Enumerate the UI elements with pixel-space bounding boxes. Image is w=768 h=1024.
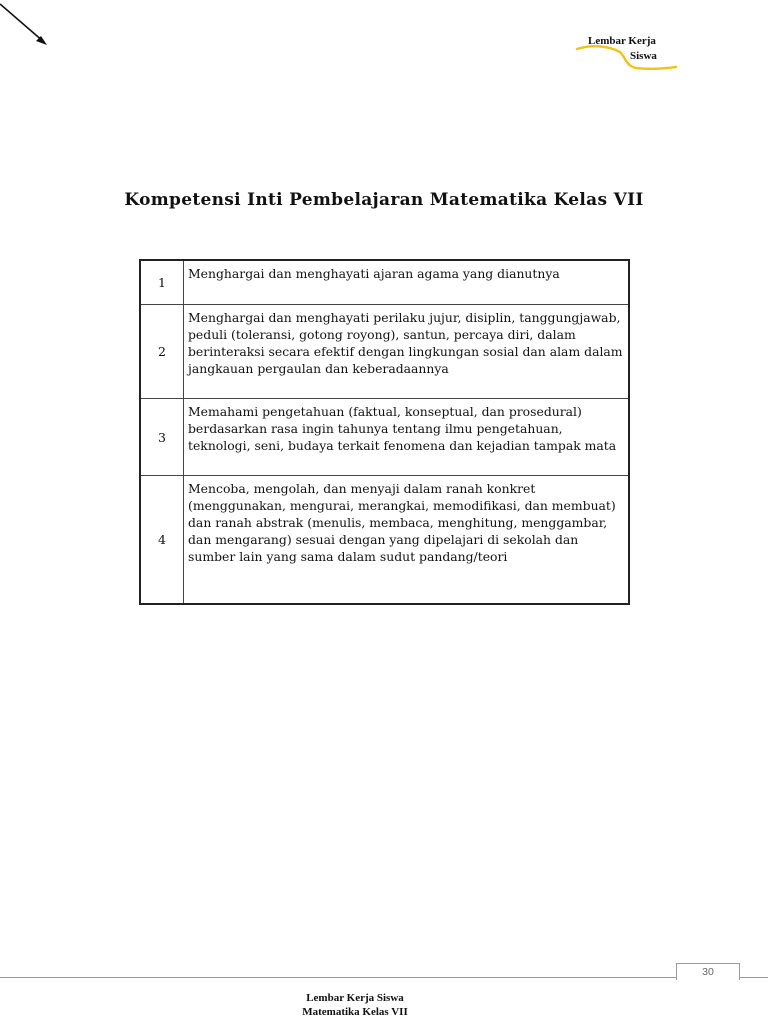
row-description: Memahami pengetahuan (faktual, konseptual, dan prosedural) berdasarkan rasa ingin tahunya tentang ilmu pengetahuan, teknologi, seni, budaya terkait fenomena dan kejadian tampak mata: [184, 399, 630, 476]
row-number: 4: [140, 476, 184, 605]
row-description: Menghargai dan menghayati ajaran agama yang dianutnya: [184, 260, 630, 305]
row-number: 2: [140, 305, 184, 399]
page-title: Kompetensi Inti Pembelajaran Matematika Kelas VII: [124, 190, 644, 210]
corner-arrow-icon: [0, 0, 60, 60]
table-row: [140, 260, 629, 305]
footer-caption: [220, 991, 490, 1019]
row-description: Mencoba, mengolah, dan menyaji dalam ranah konkret (menggunakan, mengurai, merangkai, memodifikasi, dan membuat) dan ranah abstrak (menulis, membaca, menghitung, menggambar, dan mengarang) sesuai dengan yang dipelajari di sekolah dan sumber lain yang sama dalam sudut pandang/teori: [184, 476, 630, 605]
brand-text-line1: Lembar Kerja: [588, 35, 656, 47]
row-number: 1: [140, 260, 184, 305]
brand-logo: [574, 28, 684, 78]
table-row: [140, 476, 629, 605]
table-row: [140, 399, 629, 476]
competency-table: [139, 259, 630, 605]
footer-line2: Matematika Kelas VII: [302, 1006, 408, 1018]
footer-line1: Lembar Kerja Siswa: [306, 992, 404, 1004]
brand-text-line2: Siswa: [630, 50, 657, 62]
footer-divider: [0, 977, 768, 978]
page-number: 30: [676, 963, 740, 980]
row-number: 3: [140, 399, 184, 476]
row-description: Menghargai dan menghayati perilaku jujur, disiplin, tanggungjawab, peduli (toleransi, gotong royong), santun, percaya diri, dalam berinteraksi secara efektif dengan lingkungan sosial dan alam dalam jangkauan pergaulan dan keberadaannya: [184, 305, 630, 399]
table-row: [140, 305, 629, 399]
